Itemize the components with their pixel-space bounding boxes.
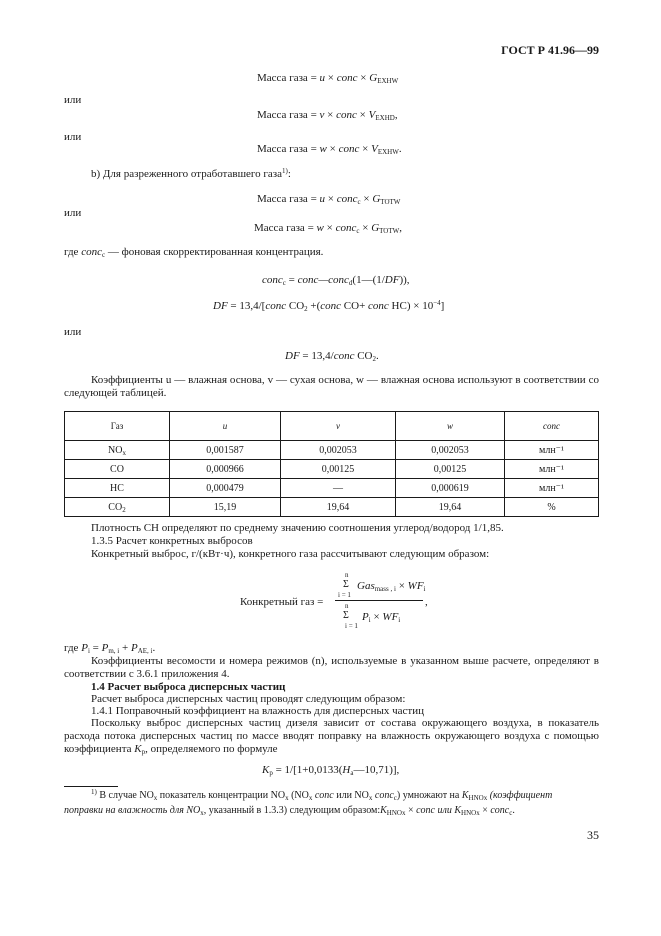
sum-upper-n: n: [345, 602, 349, 610]
fraction-end: ,: [425, 596, 428, 608]
or-text: или: [64, 131, 82, 143]
formula-gas-mass-u: Масса газа = u × conc × $G_{EXHW}$: [257, 72, 399, 85]
table-cell: 0,00125: [281, 460, 396, 479]
or-text: или: [64, 207, 82, 219]
section-1-4-1-title: 1.4.1 Поправочный коэффициент на влажность для дисперсных частиц: [91, 705, 424, 717]
weight-coefficients-paragraph: Коэффициенты весомости и номера режимов (n), используемые в указанном выше расчете, определяют в соответствии с 3.6.1 приложения 4.: [64, 655, 599, 680]
table-cell: —: [281, 479, 396, 498]
fraction-bar: [335, 600, 423, 601]
formula-conc-c: conc$_c$ = conc—conc$_d$(1—(1/DF)),: [262, 274, 410, 287]
where-conc-definition: где conc$_c$ — фоновая скорректированная концентрация.: [64, 246, 324, 259]
sum-symbol: Σ: [343, 579, 349, 590]
sum-symbol: Σ: [343, 610, 349, 621]
table-cell: 0,001587: [170, 441, 281, 460]
table-row: [65, 460, 599, 479]
or-text: или: [64, 326, 82, 338]
table-cell: 19,64: [396, 498, 505, 517]
table-cell: 19,64: [281, 498, 396, 517]
table-header-cell: v: [281, 412, 396, 441]
footnote-line-2: поправки на влажность для $NO_x$, указанный в 1.3.3) следующим $образом:K_{HNOx}$ × conc или $K_{HNOx}$ × conc$_c$.: [64, 805, 515, 817]
fraction-numerator: $Gas_{mass , i} \times WF_i$: [357, 580, 426, 593]
table-cell: 0,000479: [170, 479, 281, 498]
formula-gas-mass-v: Масса газа = v × conc × $V_{EXHD}$,: [257, 109, 398, 122]
table-cell: 0,00125: [396, 460, 505, 479]
formula-diluted-u: Масса газа = u × conc$_c$ × $G_{TOTW}$: [257, 193, 401, 206]
or-text: или: [64, 94, 82, 106]
section-1-3-5-title: 1.3.5 Расчет конкретных выбросов: [91, 535, 253, 547]
sum-lower-index: i = 1: [338, 591, 351, 599]
table-header-cell: u: [170, 412, 281, 441]
humidity-correction-paragraph: Поскольку выброс дисперсных частиц дизеля зависит от состава окружающего воздуха, в показатель расхода потока дисперсных частиц по массе вводят поправку на влажность окружающего воздуха с помощью коэффициента $K_p$, определяемого по формуле: [64, 717, 599, 756]
table-row: [65, 479, 599, 498]
sum-lower-index: i = 1: [345, 622, 358, 630]
table-cell-gas: $CO_2$: [65, 498, 170, 517]
item-b-diluted: b) Для разреженного отработавшего газа$^{1)}$:: [91, 167, 291, 180]
fraction-denominator: $P_i \times WF_i$: [362, 611, 401, 624]
table-cell: 15,19: [170, 498, 281, 517]
section-1-4-title: 1.4 Расчет выброса дисперсных частиц: [91, 681, 286, 693]
formula-df-short: DF = 13,4/conc $CO_2$.: [285, 350, 379, 363]
formula-df-full: DF = 13,4/[conc $CO_2$ +(conc CO+ conc $HC) \times 10^{-4}$]: [213, 299, 445, 313]
table-header-cell: conc: [505, 412, 599, 441]
table-header-cell: w: [396, 412, 505, 441]
table-cell: млн⁻¹: [505, 441, 599, 460]
where-p-definition: где $P_i = P_{m, i} + P_{AE, i}$.: [64, 642, 156, 655]
table-cell: млн⁻¹: [505, 479, 599, 498]
formula-kp: $K_p$ = $1/[1+0,0133(H_a—10,71)]$,: [262, 764, 400, 777]
table-cell: %: [505, 498, 599, 517]
table-header-row: [65, 412, 599, 441]
coefficients-table: [64, 411, 599, 517]
table-row: [65, 441, 599, 460]
formula-gas-mass-w: Масса газа = w × conc × $V_{EXHW}$.: [257, 143, 402, 156]
table-cell-gas: $NO_x$: [65, 441, 170, 460]
table-cell: 0,002053: [281, 441, 396, 460]
page-header: ГОСТ Р 41.96—99: [501, 43, 599, 57]
coefficients-paragraph: Коэффициенты u — влажная основа, v — сухая основа, w — влажная основа используют в соответствии со следующей таблицей.: [64, 374, 599, 399]
particles-paragraph: Расчет выброса дисперсных частиц проводят следующим образом:: [91, 693, 406, 705]
specific-gas-lhs: Конкретный газ =: [240, 596, 324, 608]
page-number: 35: [587, 828, 599, 842]
table-row: [65, 498, 599, 517]
formula-diluted-w: Масса газа = w × conc$_c$ × $G_{TOTW}$,: [254, 222, 402, 235]
table-header-cell: Газ: [65, 412, 170, 441]
table-cell: 0,000619: [396, 479, 505, 498]
table-cell-gas: HC: [65, 479, 170, 498]
sum-upper-n: n: [345, 571, 349, 579]
footnote-separator: [64, 786, 118, 787]
table-cell: 0,000966: [170, 460, 281, 479]
table-cell: 0,002053: [396, 441, 505, 460]
footnote-line-1: $^{1)}$ В случае $NO_x$ показатель концентрации $NO_x$ ($NO_x$ conc или $NO_x$ conc$_c$) умножают на $K_{HNOx}$ (коэффициент: [91, 788, 553, 802]
table-cell-gas: CO: [65, 460, 170, 479]
specific-emission-paragraph: Конкретный выброс, г/(кВт·ч), конкретного газа рассчитывают следующим образом:: [91, 548, 490, 560]
table-cell: млн⁻¹: [505, 460, 599, 479]
density-paragraph: Плотность СН определяют по среднему значению соотношения углерод/водород 1/1,85.: [91, 522, 504, 534]
